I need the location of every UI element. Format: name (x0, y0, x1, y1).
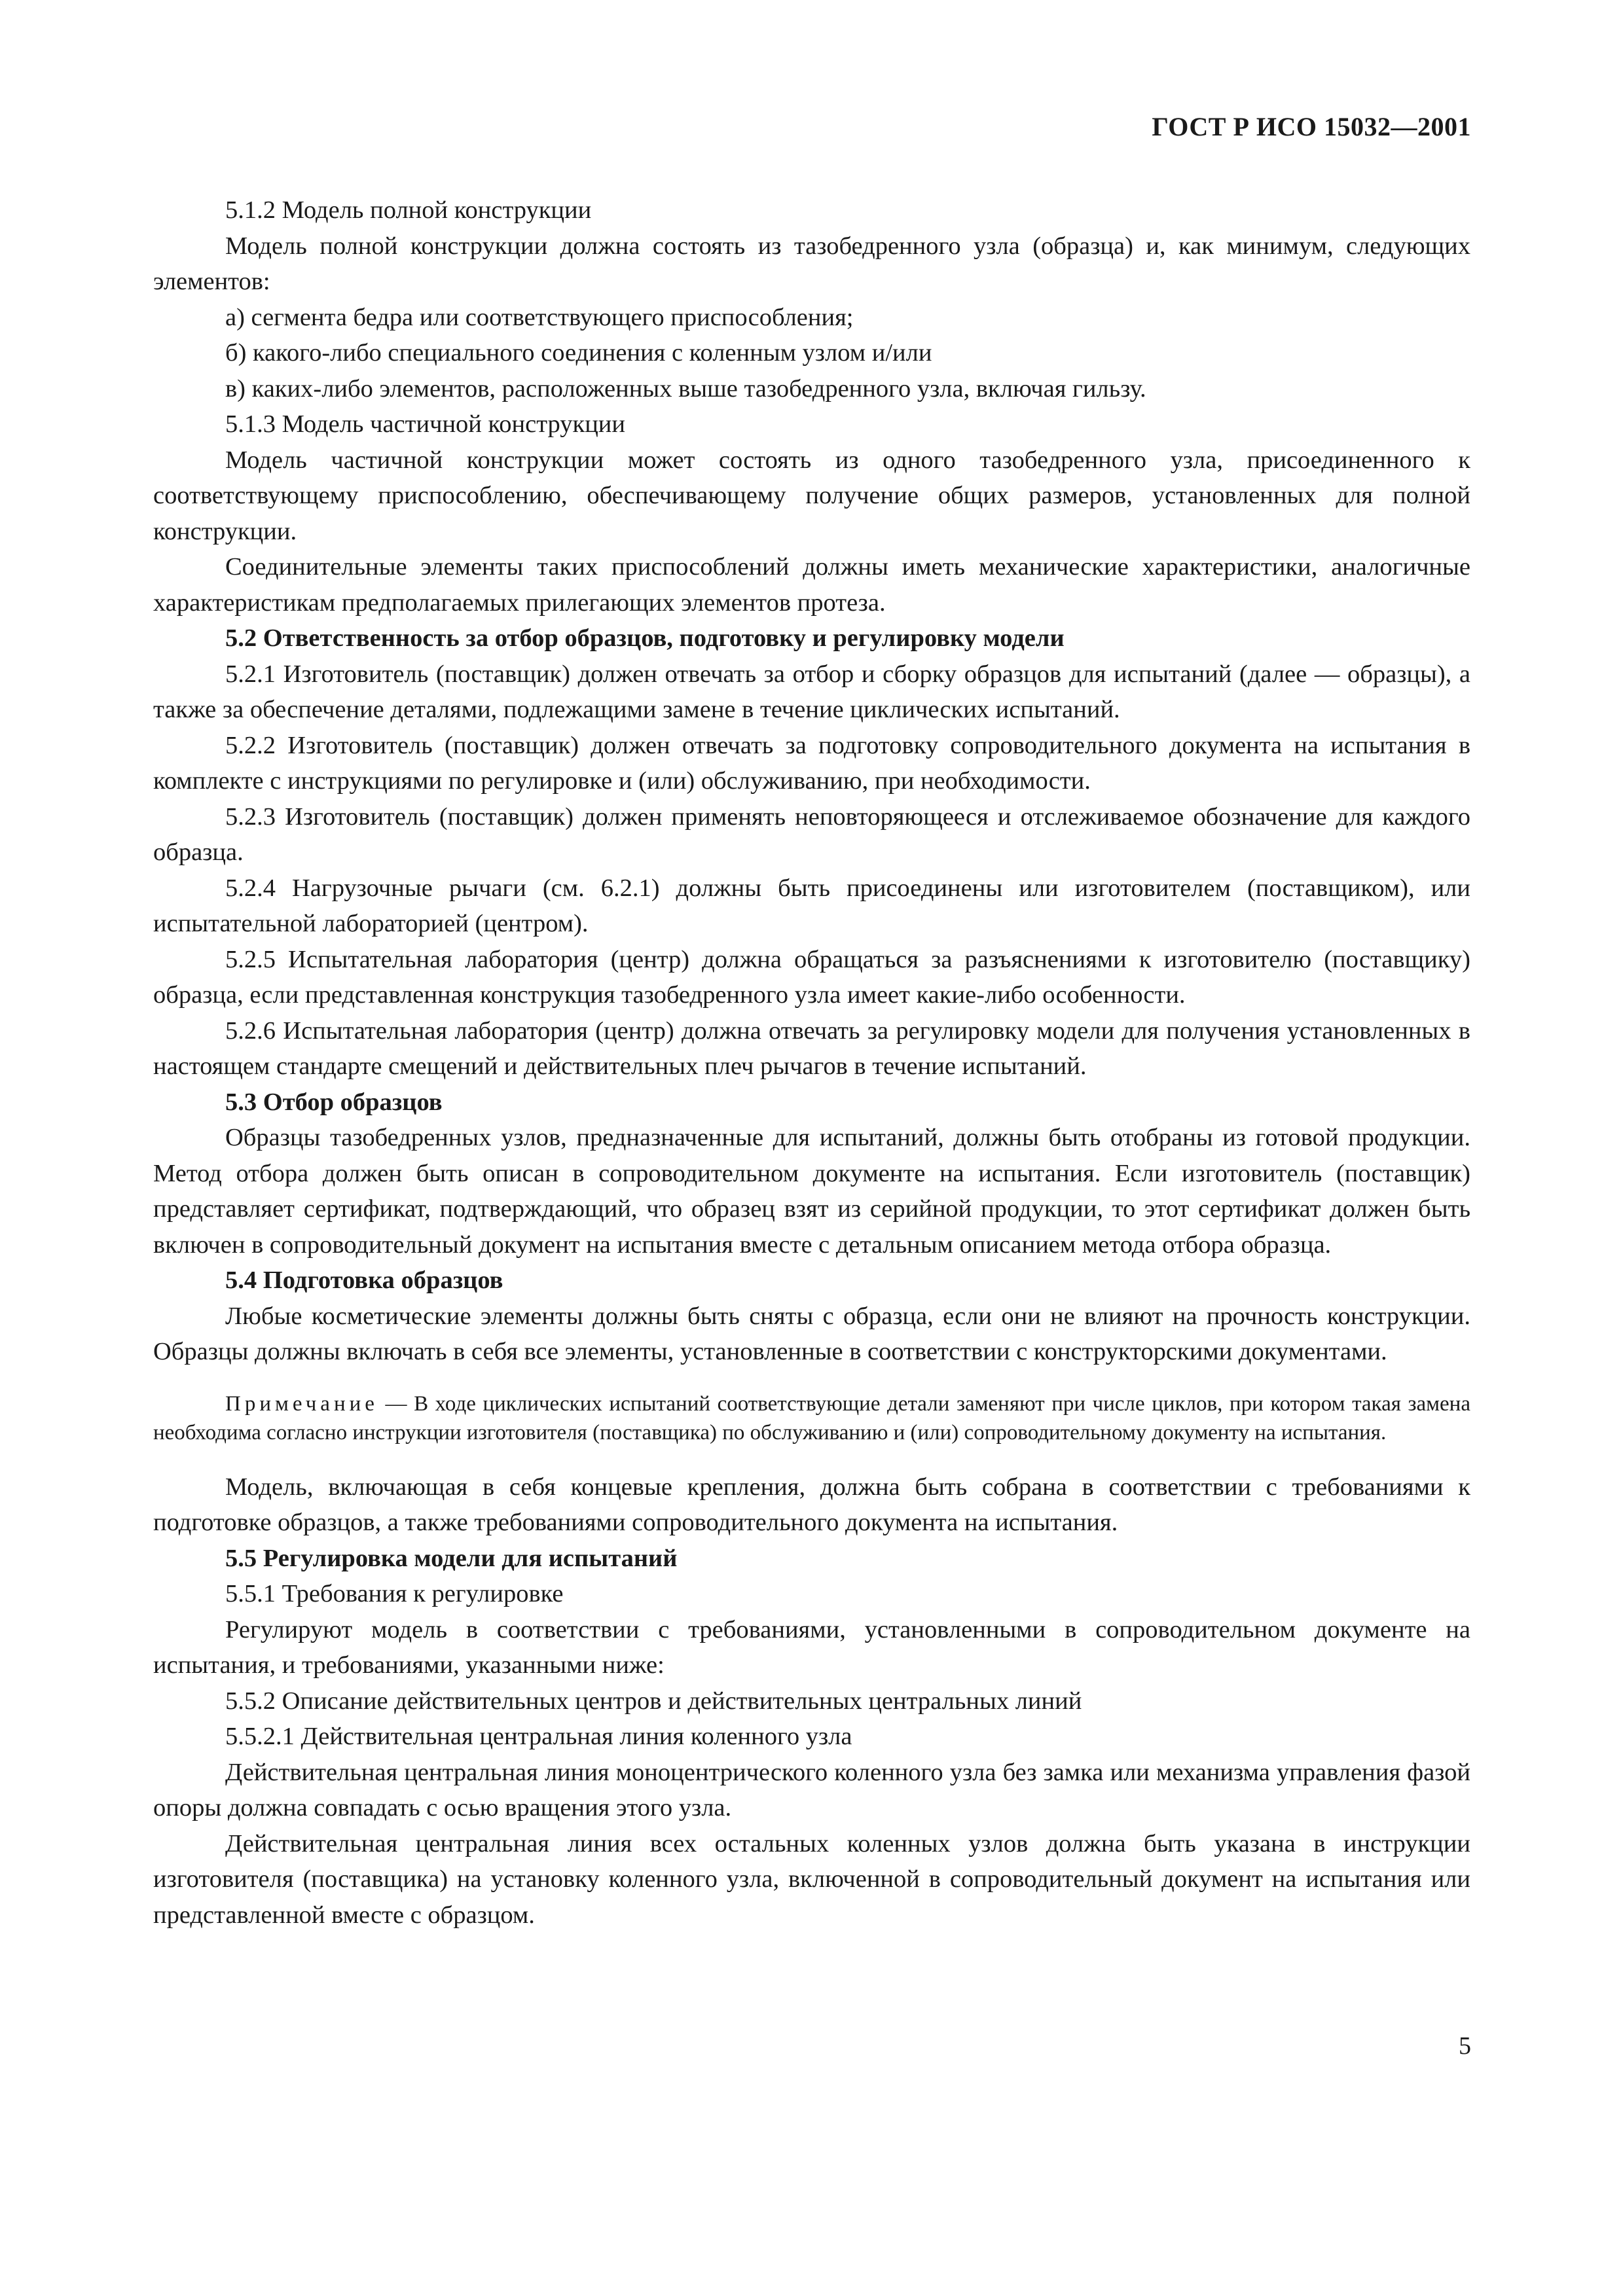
clause-5-2-1: 5.2.1 Изготовитель (поставщик) должен отвечать за отбор и сборку образцов для испытаний (далее — образцы), а также за обеспечение деталями, подлежащими замене в течение циклических испытаний. (153, 660, 1470, 723)
paragraph: Действительная центральная линия моноцентрического коленного узла без замка или механизма управления фазой опоры должна совпадать с осью вращения этого узла. (153, 1758, 1470, 1821)
clause-5-2-4: 5.2.4 Нагрузочные рычаги (см. 6.2.1) должны быть присоединены или изготовителем (поставщиком), или испытательной лабораторией (центром). (153, 874, 1470, 937)
paragraph: Действительная центральная линия всех остальных коленных узлов должна быть указана в инструкции изготовителя (поставщика) на установку коленного узла, включенной в сопроводительный документ на испытания или представленной вместе с образцом. (153, 1829, 1470, 1929)
list-item-a: а) сегмента бедра или соответствующего приспособления; (225, 303, 854, 331)
clause-5-1-3-title: 5.1.3 Модель частичной конструкции (225, 410, 626, 438)
paragraph: Модель полной конструкции должна состоять из тазобедренного узла (образца) и, как минимум, следующих элементов: (153, 232, 1470, 295)
list-item-b: б) какого-либо специального соединения с коленным узлом и/или (225, 339, 932, 367)
clause-5-2-3: 5.2.3 Изготовитель (поставщик) должен применять неповторяющееся и отслеживаемое обозначение для каждого образца. (153, 802, 1470, 866)
clause-5-5-2-1-title: 5.5.2.1 Действительная центральная линия коленного узла (225, 1723, 852, 1750)
paragraph: Любые косметические элементы должны быть сняты с образца, если они не влияют на прочность конструкции. Образцы должны включать в себя все элементы, установленные в соответствии с конструкторскими документами. (153, 1302, 1470, 1365)
document-body (153, 192, 1470, 1933)
section-heading-5-4: 5.4 Подготовка образцов (225, 1266, 503, 1294)
note-label: Примечание (225, 1391, 378, 1416)
document-id-header: ГОСТ Р ИСО 15032—2001 (1152, 112, 1471, 141)
clause-5-5-2-title: 5.5.2 Описание действительных центров и действительных центральных линий (225, 1687, 1082, 1715)
clause-5-5-1-title: 5.5.1 Требования к регулировке (225, 1580, 564, 1607)
paragraph: Модель, включающая в себя концевые крепления, должна быть собрана в соответствии с требованиями к подготовке образцов, а также требованиями сопроводительного документа на испытания. (153, 1473, 1470, 1536)
paragraph: Регулируют модель в соответствии с требованиями, установленными в сопроводительном документе на испытания, и требованиями, указанными ниже: (153, 1615, 1470, 1679)
note-block (153, 1390, 1470, 1447)
clause-5-2-5: 5.2.5 Испытательная лаборатория (центр) должна обращаться за разъяснениями к изготовителю (поставщику) образца, если представленная конструкция тазобедренного узла имеет какие-либо особенности. (153, 945, 1470, 1009)
section-heading-5-5: 5.5 Регулировка модели для испытаний (225, 1544, 678, 1572)
clause-5-2-6: 5.2.6 Испытательная лаборатория (центр) должна отвечать за регулировку модели для получения установленных в настоящем стандарте смещений и действительных плеч рычагов в течение испытаний. (153, 1016, 1470, 1080)
note-text: — В ходе циклических испытаний соответствующие детали заменяют при числе циклов, при котором такая замена необходима согласно инструкции изготовителя (поставщика) по обслуживанию и (или) сопроводительному документу на испытания. (153, 1391, 1470, 1444)
section-heading-5-3: 5.3 Отбор образцов (225, 1088, 443, 1116)
clause-5-2-2: 5.2.2 Изготовитель (поставщик) должен отвечать за подготовку сопроводительного документа на испытания в комплекте с инструкциями по регулировке и (или) обслуживанию, при необходимости. (153, 731, 1470, 795)
page-number: 5 (1459, 2032, 1471, 2060)
clause-5-1-2-title: 5.1.2 Модель полной конструкции (225, 196, 592, 224)
paragraph: Соединительные элементы таких приспособлений должны иметь механические характеристики, аналогичные характеристикам предполагаемых прилегающих элементов протеза. (153, 553, 1470, 617)
section-heading-5-2: 5.2 Ответственность за отбор образцов, подготовку и регулировку модели (225, 624, 1065, 652)
list-item-c: в) каких-либо элементов, расположенных выше тазобедренного узла, включая гильзу. (225, 374, 1146, 403)
paragraph: Образцы тазобедренных узлов, предназначенные для испытаний, должны быть отобраны из готовой продукции. Метод отбора должен быть описан в сопроводительном документе на испытания. Если изготовитель (поставщик) представляет сертификат, подтверждающий, что образец взят из серийной продукции, то этот сертификат должен быть включен в сопроводительный документ на испытания вместе с детальным описанием метода отбора образца. (153, 1124, 1470, 1259)
paragraph: Модель частичной конструкции может состоять из одного тазобедренного узла, присоединенного к соответствующему приспособлению, обеспечивающему получение общих размеров, установленных для полной конструкции. (153, 446, 1470, 545)
